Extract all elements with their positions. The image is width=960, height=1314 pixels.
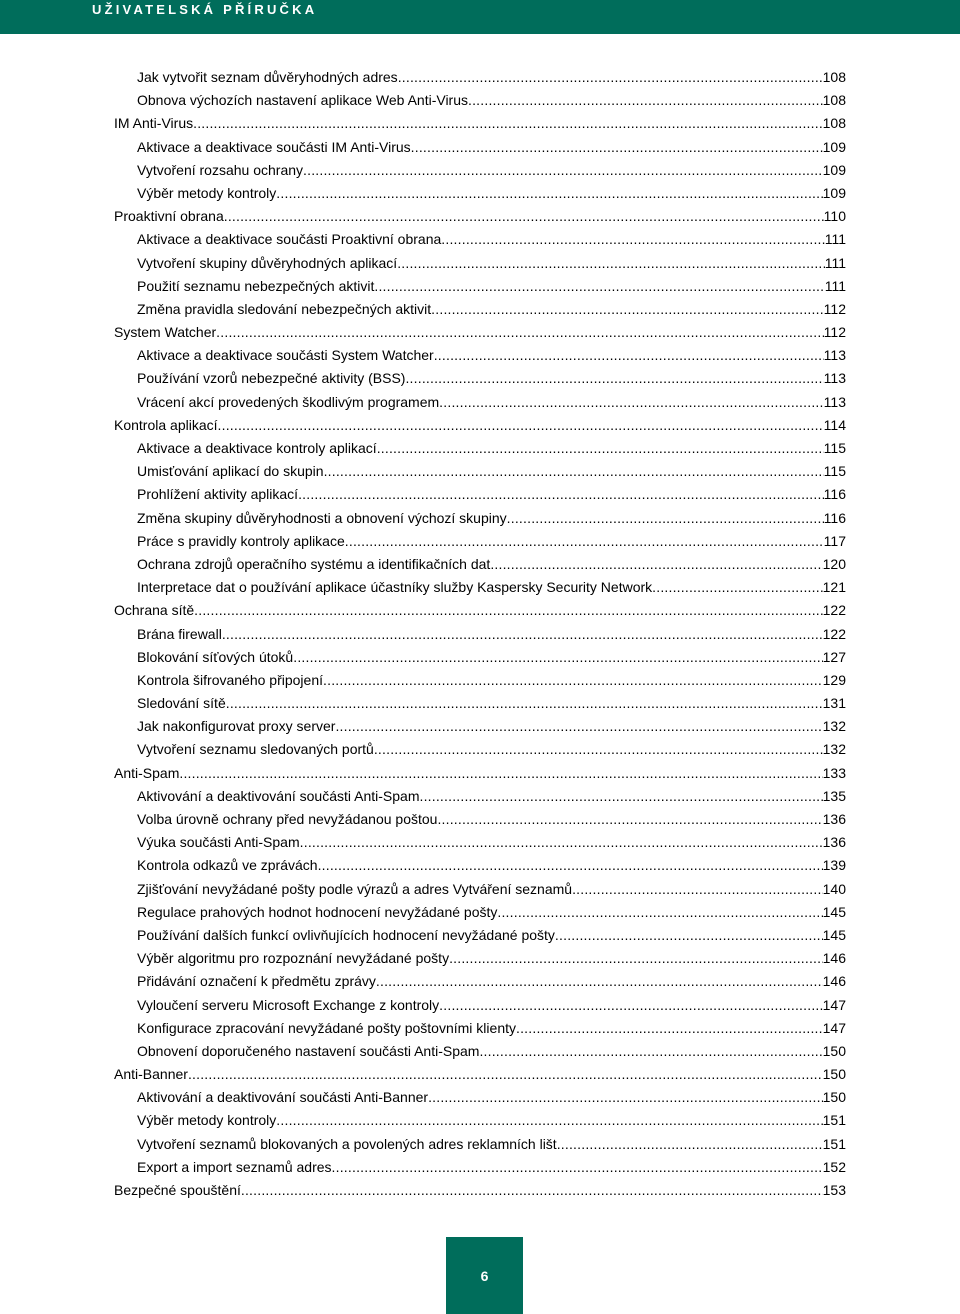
toc-entry-label: Obnovení doporučeného nastavení součásti Anti-Spam: [137, 1042, 480, 1059]
toc-entry[interactable]: [114, 112, 846, 135]
toc-entry-label: Jak nakonfigurovat proxy server: [137, 718, 336, 735]
toc-entry[interactable]: [114, 483, 846, 506]
toc-dot-leader: [374, 738, 823, 761]
toc-entry[interactable]: [114, 391, 846, 414]
toc-entry[interactable]: [114, 576, 846, 599]
toc-entry-page: 145: [822, 903, 846, 920]
toc-entry-page: 122: [822, 625, 846, 642]
toc-entry-page: 109: [822, 184, 846, 201]
toc-dot-leader: [179, 762, 822, 785]
toc-entry[interactable]: [114, 599, 846, 622]
toc-dot-leader: [437, 808, 822, 831]
toc-entry[interactable]: [114, 321, 846, 344]
toc-entry[interactable]: [114, 669, 846, 692]
toc-entry-page: 112: [823, 324, 846, 341]
toc-dot-leader: [241, 1179, 823, 1202]
toc-entry-page: 113: [823, 393, 846, 410]
toc-entry-label: Přidávání označení k předmětu zprávy: [137, 973, 376, 990]
toc-entry-page: 108: [822, 69, 846, 85]
table-of-contents: [114, 66, 846, 1202]
toc-dot-leader: [555, 924, 823, 947]
toc-entry-label: Kontrola odkazů ve zprávách: [137, 857, 318, 874]
toc-entry[interactable]: [114, 89, 846, 112]
toc-dot-leader: [431, 298, 824, 321]
toc-entry-page: 127: [822, 648, 846, 665]
toc-entry-label: Vrácení akcí provedených škodlivým programem: [137, 393, 440, 410]
toc-entry[interactable]: [114, 1086, 846, 1109]
toc-entry-label: Blokování síťových útoků: [137, 648, 294, 665]
toc-entry-page: 147: [822, 996, 846, 1013]
toc-entry[interactable]: [114, 762, 846, 785]
toc-entry[interactable]: [114, 275, 846, 298]
toc-entry[interactable]: [114, 553, 846, 576]
toc-dot-leader: [293, 646, 822, 669]
toc-entry-page: 150: [822, 1089, 846, 1106]
toc-entry-page: 112: [823, 300, 846, 317]
toc-entry-page: 146: [822, 950, 846, 967]
toc-entry-label: Obnova výchozích nastavení aplikace Web Anti-Virus: [137, 92, 468, 109]
toc-entry[interactable]: [114, 831, 846, 854]
toc-entry-label: Výběr metody kontroly: [137, 184, 277, 201]
toc-entry[interactable]: [114, 854, 846, 877]
toc-entry[interactable]: [114, 1040, 846, 1063]
toc-entry[interactable]: [114, 507, 846, 530]
toc-entry-page: 150: [822, 1042, 846, 1059]
toc-entry-label: System Watcher: [114, 324, 217, 341]
toc-entry[interactable]: [114, 738, 846, 761]
header-bar: [0, 0, 960, 34]
toc-entry[interactable]: [114, 808, 846, 831]
toc-entry-label: Proaktivní obrana: [114, 208, 224, 225]
toc-dot-leader: [439, 391, 824, 414]
toc-dot-leader: [298, 483, 824, 506]
toc-entry[interactable]: [114, 623, 846, 646]
toc-dot-leader: [194, 599, 822, 622]
toc-entry-label: Aktivování a deaktivování součásti Anti-Spam: [137, 787, 420, 804]
toc-entry-page: 129: [822, 671, 846, 688]
toc-entry-label: Umisťování aplikací do skupin: [137, 463, 324, 480]
toc-entry[interactable]: [114, 1156, 846, 1179]
toc-dot-leader: [193, 112, 823, 135]
toc-dot-leader: [405, 367, 823, 390]
toc-entry-page: 108: [822, 92, 846, 109]
toc-entry-label: Použití seznamu nebezpečných aktivit: [137, 277, 375, 294]
toc-entry-label: Výběr algoritmu pro rozpoznání nevyžádané pošty: [137, 950, 450, 967]
toc-entry-label: Změna skupiny důvěryhodnosti a obnovení výchozí skupiny: [137, 509, 507, 526]
toc-dot-leader: [507, 507, 824, 530]
toc-dot-leader: [323, 669, 823, 692]
toc-dot-leader: [516, 1017, 823, 1040]
toc-dot-leader: [218, 414, 824, 437]
toc-entry-page: 115: [823, 440, 846, 456]
toc-dot-leader: [345, 530, 824, 553]
toc-dot-leader: [397, 252, 825, 275]
toc-entry-page: 151: [822, 1135, 846, 1152]
toc-entry[interactable]: [114, 1017, 846, 1040]
toc-entry-page: 110: [823, 208, 846, 225]
toc-entry-page: 132: [822, 718, 846, 735]
toc-entry-label: Kontrola šifrovaného připojení: [137, 671, 324, 688]
toc-dot-leader: [224, 205, 824, 228]
toc-dot-leader: [449, 947, 823, 970]
toc-entry[interactable]: [114, 228, 846, 251]
toc-entry-label: Vytvoření seznamu sledovaných portů: [137, 741, 374, 758]
toc-entry-page: 120: [822, 555, 846, 572]
toc-entry[interactable]: [114, 1179, 846, 1202]
toc-dot-leader: [652, 576, 823, 599]
toc-entry-label: Ochrana zdrojů operačního systému a identifikačních dat: [137, 555, 491, 572]
toc-entry-page: 116: [823, 509, 846, 526]
toc-entry[interactable]: [114, 1133, 846, 1156]
toc-entry-page: 139: [822, 857, 846, 874]
toc-entry-label: Zjišťování nevyžádané pošty podle výrazů a adres Vytváření seznamů: [137, 880, 573, 897]
toc-entry-label: Konfigurace zpracování nevyžádané pošty poštovními klienty: [137, 1019, 516, 1036]
toc-dot-leader: [497, 901, 822, 924]
toc-entry[interactable]: [114, 715, 846, 738]
toc-dot-leader: [332, 1156, 823, 1179]
toc-entry-label: Interpretace dat o používání aplikace účastníky služby Kaspersky Security Network: [137, 579, 653, 596]
toc-entry-page: 136: [822, 834, 846, 851]
toc-entry-label: Používání vzorů nebezpečné aktivity (BSS): [137, 370, 406, 387]
toc-entry[interactable]: [114, 878, 846, 901]
toc-entry[interactable]: [114, 205, 846, 228]
toc-entry-page: 109: [822, 138, 846, 155]
toc-entry-label: Vytvoření rozsahu ochrany: [137, 161, 304, 178]
toc-entry-label: Vytvoření seznamů blokovaných a povolených adres reklamních lišt: [137, 1135, 557, 1152]
toc-entry[interactable]: [114, 460, 846, 483]
toc-entry-page: 109: [822, 161, 846, 178]
toc-entry-page: 121: [822, 579, 846, 596]
toc-entry-page: 136: [822, 811, 846, 827]
page-number-box: [446, 1237, 523, 1314]
toc-entry-page: 113: [823, 370, 846, 387]
toc-entry[interactable]: [114, 136, 846, 159]
toc-dot-leader: [318, 854, 823, 877]
toc-entry-page: 122: [822, 602, 846, 619]
toc-dot-leader: [428, 1086, 823, 1109]
toc-entry-label: Brána firewall: [137, 625, 222, 642]
toc-dot-leader: [439, 994, 822, 1017]
toc-entry[interactable]: [114, 66, 846, 89]
toc-entry-label: Ochrana sítě: [114, 602, 195, 619]
toc-dot-leader: [188, 1063, 823, 1086]
toc-entry[interactable]: [114, 924, 846, 947]
toc-entry-page: 147: [822, 1019, 846, 1036]
toc-entry-label: Používání dalších funkcí ovlivňujících hodnocení nevyžádané pošty: [137, 926, 555, 943]
toc-dot-leader: [226, 692, 823, 715]
toc-entry-page: 132: [822, 741, 846, 758]
toc-entry-label: Výuka součásti Anti-Spam: [137, 834, 300, 851]
toc-entry-label: Prohlížení aktivity aplikací: [137, 486, 299, 503]
toc-entry-label: Anti-Spam: [114, 764, 180, 781]
toc-entry[interactable]: [114, 252, 846, 275]
toc-dot-leader: [276, 1109, 822, 1132]
toc-dot-leader: [434, 344, 824, 367]
toc-entry-label: Aktivace a deaktivace součásti Proaktivní obrana: [137, 231, 442, 248]
toc-entry-label: Volba úrovně ochrany před nevyžádanou poštou: [137, 811, 438, 827]
toc-dot-leader: [374, 275, 824, 298]
toc-entry-page: 111: [824, 277, 846, 294]
toc-entry-label: Aktivace a deaktivace kontroly aplikací: [137, 440, 377, 456]
toc-dot-leader: [222, 623, 823, 646]
toc-entry-label: Sledování sítě: [137, 695, 226, 712]
toc-entry[interactable]: [114, 159, 846, 182]
toc-entry-page: 108: [822, 115, 846, 132]
toc-dot-leader: [572, 878, 823, 901]
toc-entry-label: IM Anti-Virus: [114, 115, 194, 132]
toc-entry-label: Jak vytvořit seznam důvěryhodných adres: [137, 69, 398, 85]
toc-entry-label: Kontrola aplikací: [114, 416, 218, 433]
toc-entry-page: 116: [823, 486, 846, 503]
toc-entry-page: 140: [822, 880, 846, 897]
toc-dot-leader: [557, 1133, 823, 1156]
toc-entry-page: 117: [823, 532, 846, 549]
toc-entry-page: 153: [822, 1182, 846, 1198]
toc-entry[interactable]: [114, 298, 846, 321]
toc-entry[interactable]: [114, 970, 846, 993]
toc-entry-page: 111: [824, 231, 846, 248]
toc-entry-label: Bezpečné spouštění: [114, 1182, 241, 1198]
toc-entry-label: Změna pravidla sledování nebezpečných aktivit: [137, 300, 432, 317]
toc-entry-page: 111: [824, 254, 846, 271]
toc-entry[interactable]: [114, 1063, 846, 1086]
toc-dot-leader: [398, 66, 823, 89]
toc-dot-leader: [441, 228, 824, 251]
toc-entry-label: Výběr metody kontroly: [137, 1112, 277, 1129]
toc-entry-label: Vytvoření skupiny důvěryhodných aplikací: [137, 254, 398, 271]
toc-entry-label: Práce s pravidly kontroly aplikace: [137, 532, 345, 549]
toc-entry[interactable]: [114, 1109, 846, 1132]
toc-entry-page: 133: [822, 764, 846, 781]
toc-entry-label: Regulace prahových hodnot hodnocení nevyžádané pošty: [137, 903, 498, 920]
toc-entry-label: Anti-Banner: [114, 1066, 188, 1083]
toc-dot-leader: [335, 715, 822, 738]
toc-entry[interactable]: [114, 947, 846, 970]
toc-entry[interactable]: [114, 646, 846, 669]
toc-entry-page: 113: [823, 347, 846, 364]
toc-entry[interactable]: [114, 182, 846, 205]
page-number: 6: [480, 1267, 489, 1284]
toc-dot-leader: [303, 159, 823, 182]
toc-dot-leader: [411, 136, 823, 159]
toc-entry[interactable]: [114, 785, 846, 808]
toc-entry-page: 150: [822, 1066, 846, 1083]
toc-entry-label: Export a import seznamů adres: [137, 1158, 332, 1175]
toc-dot-leader: [324, 460, 824, 483]
toc-entry-page: 146: [822, 973, 846, 990]
toc-dot-leader: [479, 1040, 822, 1063]
toc-entry-page: 131: [822, 695, 846, 712]
toc-entry[interactable]: [114, 901, 846, 924]
toc-dot-leader: [377, 437, 824, 460]
document-title: UŽIVATELSKÁ PŘÍRUČKA: [92, 2, 318, 17]
toc-entry-page: 114: [823, 416, 846, 433]
toc-entry[interactable]: [114, 530, 846, 553]
toc-entry-label: Aktivace a deaktivace součásti System Watcher: [137, 347, 434, 364]
toc-entry[interactable]: [114, 692, 846, 715]
toc-entry[interactable]: [114, 414, 846, 437]
toc-entry[interactable]: [114, 344, 846, 367]
toc-entry-page: 135: [822, 787, 846, 804]
toc-entry[interactable]: [114, 994, 846, 1017]
toc-dot-leader: [300, 831, 823, 854]
toc-entry-page: 115: [823, 463, 846, 480]
toc-entry-page: 152: [822, 1158, 846, 1175]
toc-dot-leader: [216, 321, 824, 344]
toc-dot-leader: [276, 182, 822, 205]
toc-entry-page: 145: [822, 926, 846, 943]
toc-entry[interactable]: [114, 367, 846, 390]
toc-dot-leader: [376, 970, 823, 993]
toc-dot-leader: [468, 89, 823, 112]
toc-dot-leader: [419, 785, 822, 808]
toc-entry-page: 151: [822, 1112, 846, 1129]
toc-entry-label: Vyloučení serveru Microsoft Exchange z kontroly: [137, 996, 440, 1013]
toc-entry-label: Aktivace a deaktivace součásti IM Anti-Virus: [137, 138, 411, 155]
toc-entry-label: Aktivování a deaktivování součásti Anti-Banner: [137, 1089, 429, 1106]
toc-dot-leader: [490, 553, 822, 576]
toc-entry[interactable]: [114, 437, 846, 460]
